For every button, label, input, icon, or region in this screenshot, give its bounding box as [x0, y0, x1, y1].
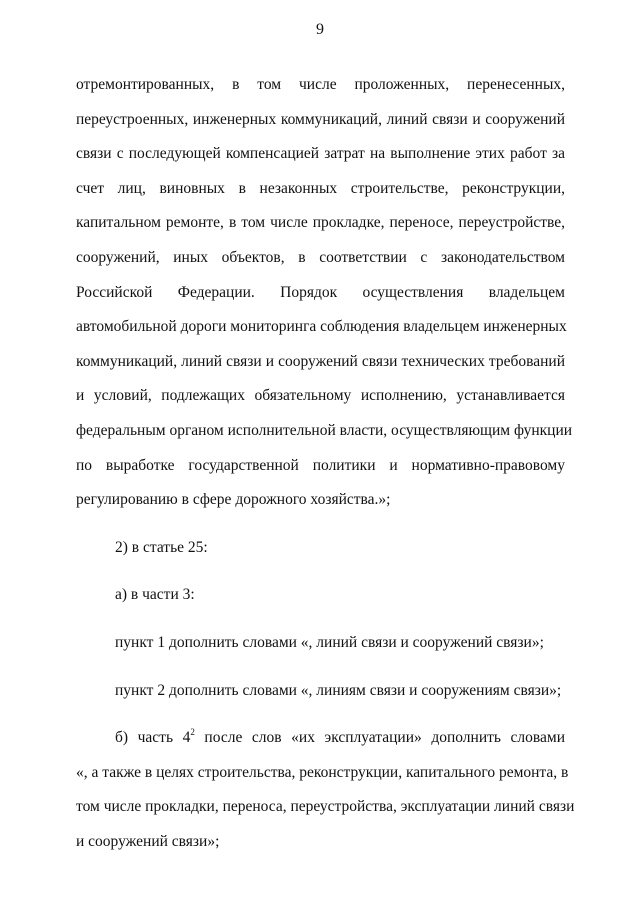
page-number: 9	[316, 21, 324, 38]
text-line: Российской Федерации. Порядок осуществления владельцем	[76, 283, 565, 301]
text-line: капитальном ремонте, в том числе прокладке, переносе, переустройстве,	[76, 214, 565, 232]
item-b-superscript: 2	[190, 727, 195, 738]
text-line: автомобильной дороги мониторинга соблюдения владельцем инженерных	[76, 318, 567, 336]
text-line: «, а также в целях строительства, реконструкции, капитального ремонта, в	[76, 763, 569, 781]
item-b-prefix: б) часть 4	[115, 729, 191, 747]
amendment-point-1: пункт 1 дополнить словами «, линий связи и сооружений связи»;	[115, 633, 544, 651]
text-line: регулированию в сфере дорожного хозяйства.»;	[76, 491, 391, 509]
text-line: том числе прокладки, переноса, переустройства, эксплуатации линий связи	[76, 798, 575, 816]
text-line: счет лиц, виновных в незаконных строительстве, реконструкции,	[76, 179, 565, 197]
amendment-point-2: пункт 2 дополнить словами «, линиям связи и сооружениям связи»;	[115, 681, 562, 699]
text-line: и сооружений связи»;	[76, 832, 220, 850]
text-line: переустроенных, инженерных коммуникаций, линий связи и сооружений	[76, 110, 565, 128]
text-line: и условий, подлежащих обязательному исполнению, устанавливается	[76, 387, 565, 405]
text-line: связи с последующей компенсацией затрат на выполнение этих работ за	[76, 145, 565, 163]
text-line: отремонтированных, в том числе проложенных, перенесенных,	[76, 76, 565, 93]
amendment-item-2: 2) в статье 25:	[115, 538, 208, 556]
text-line: сооружений, иных объектов, в соответствии с законодательством	[76, 248, 565, 266]
item-b-suffix: после слов «их эксплуатации» дополнить словами	[194, 729, 565, 747]
text-line: по выработке государственной политики и нормативно-правовому	[76, 456, 565, 474]
text-line: коммуникаций, линий связи и сооружений связи технических требований	[76, 352, 565, 370]
amendment-item-a: а) в части 3:	[115, 586, 195, 604]
amendment-item-b	[76, 721, 575, 859]
text-line	[76, 721, 565, 756]
document-body	[76, 68, 575, 859]
text-line: федеральным органом исполнительной власти, осуществляющим функции	[76, 421, 573, 439]
paragraph-continuation	[76, 68, 573, 518]
